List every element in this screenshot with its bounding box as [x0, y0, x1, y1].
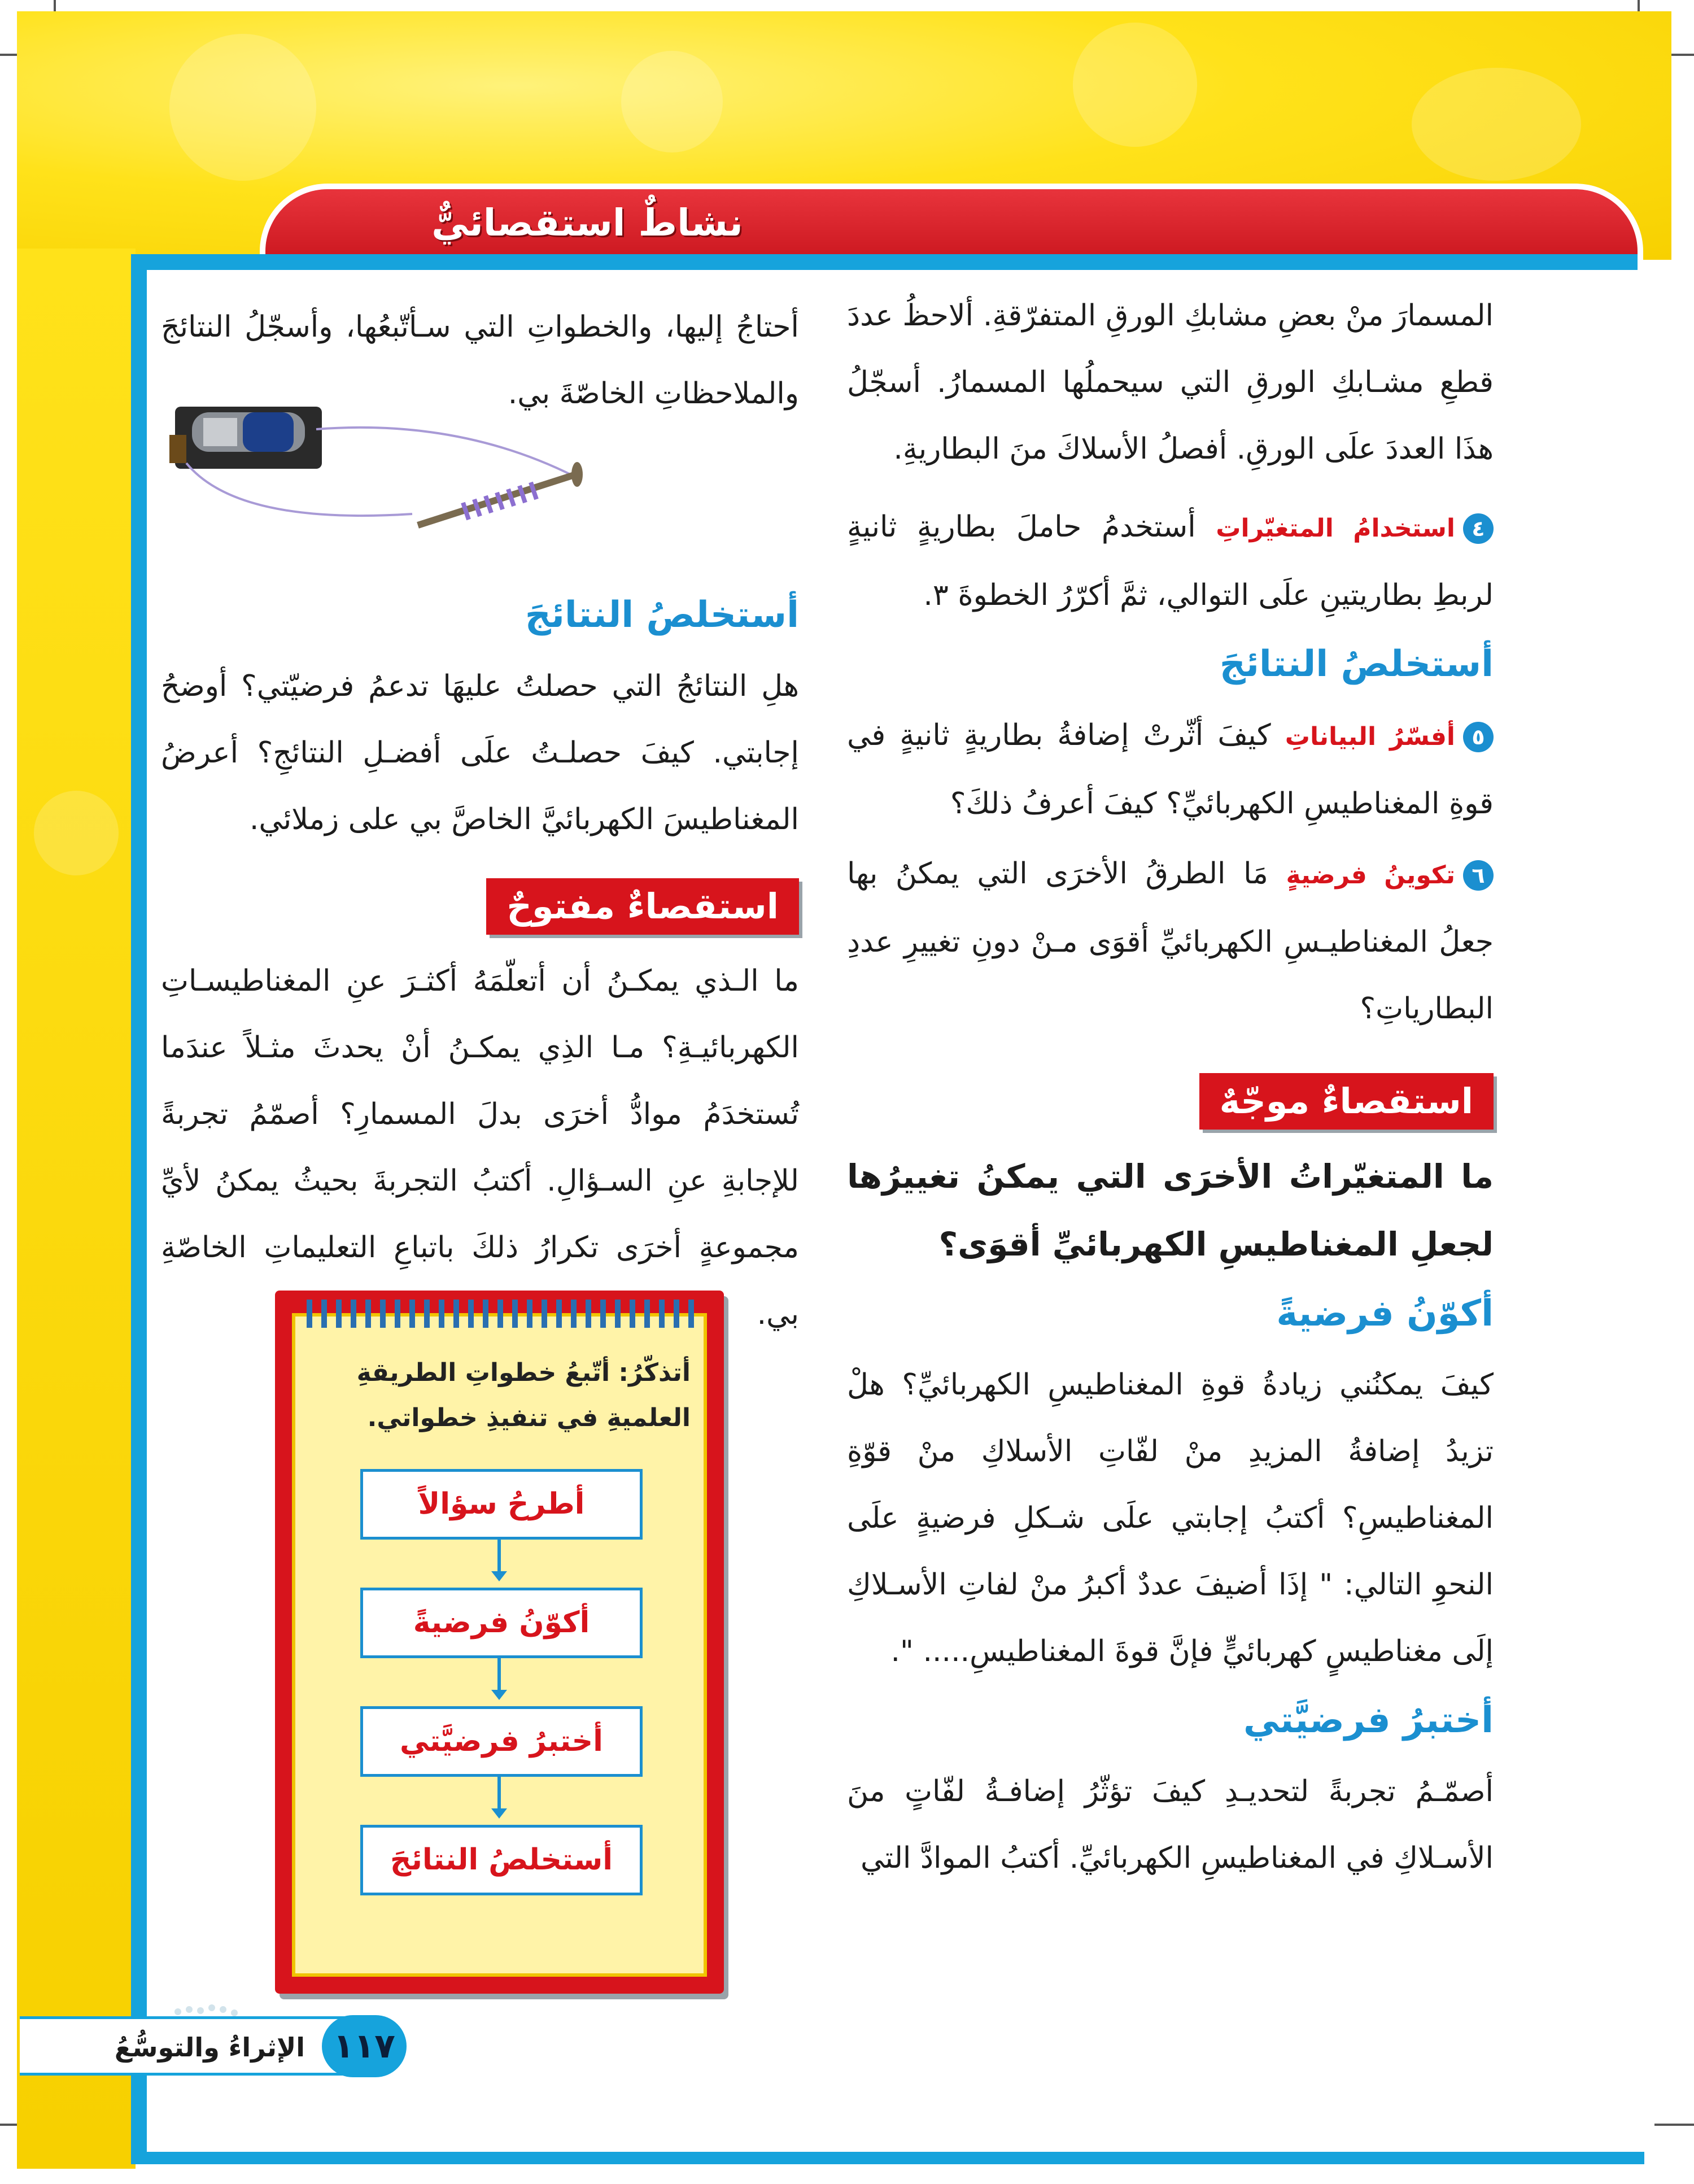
- step-term: استخدامُ المتغيّراتِ: [1216, 514, 1455, 543]
- step-4: [847, 494, 1494, 629]
- step-term: أفسّرُ البياناتِ: [1285, 722, 1455, 751]
- crop-mark: [1654, 2124, 1694, 2126]
- left-conclusions-text: هلِ النتائجُ التي حصلتُ عليهَا تدعمُ فرضيّتي؟ أوضحُ إجابتي. كيفَ حصلـتُ علَى أفضـلِ النتائجِ؟ أعرضُ المغناطيسَ الكهربائيَّ الخاصَّ بي على زملائي.: [161, 669, 799, 836]
- test-hypothesis-text: أصمّـمُ تجربةً لتحديـدِ كيفَ تؤثّرُ إضافـةُ لفّاتٍ منَ الأسـلاكِ في المغناطيسِ الكهربائيِّ. أكتبُ الموادَّ التي: [847, 1775, 1494, 1875]
- test-hypothesis-heading: أختبرُ فرضيَّتي: [1243, 1699, 1494, 1741]
- frame-bottom-bar: [131, 2152, 1644, 2164]
- decorative-bubble: [1412, 68, 1581, 181]
- open-inquiry-banner: استقصاءٌ مفتوحٌ: [486, 878, 799, 935]
- right-column: [847, 282, 1494, 1891]
- step-number-badge: ٦: [1463, 860, 1494, 891]
- step-number-badge: ٥: [1463, 722, 1494, 752]
- battery-holder-image: [169, 407, 322, 469]
- guided-banner-row: [847, 1070, 1494, 1137]
- decorative-bubble: [169, 34, 316, 181]
- flow-arrow: [497, 1540, 501, 1573]
- guided-inquiry-banner: استقصاءٌ موجّهٌ: [1199, 1073, 1494, 1130]
- page-title: نشاطٌ استقصائيٌّ: [431, 201, 743, 245]
- step-text: أستخدمُ حاملَ بطاريةٍ ثانيةٍ لربطِ بطاريتينِ علَى التوالي، ثمَّ أكرّرُ الخطوةَ ٣.: [847, 510, 1494, 612]
- step-number-badge: ٤: [1463, 513, 1494, 544]
- side-background: [17, 249, 136, 2169]
- left-conclusions-heading: أستخلصُ النتائجَ: [525, 594, 799, 636]
- frame-top-bar: [133, 254, 1638, 270]
- step-text: كيفَ أثّرتْ إضافةُ بطاريةٍ ثانيةٍ في قوةِ المغناطيسِ الكهربائيِّ؟ كيفَ أعرفُ ذلكَ؟: [847, 718, 1494, 821]
- conclusions-heading: أستخلصُ النتائجَ: [1219, 643, 1494, 685]
- hypothesis-heading: أكوّنُ فرضيةً: [1276, 1293, 1494, 1335]
- decorative-bubble: [34, 791, 119, 875]
- step-5: [847, 702, 1494, 837]
- nail-coil-image: [418, 462, 583, 525]
- left-intro-paragraph: أحتاجُ إليها، والخطواتِ التي سـأتّبعُها، وأسجّلُ النتائجَ والملاحظاتِ الخاصّةَ بي.: [161, 310, 799, 411]
- flow-arrow: [497, 1658, 501, 1692]
- method-step-test: أختبرُ فرضيَّتي: [360, 1706, 643, 1777]
- hypothesis-text: كيفَ يمكنُني زيادةُ قوةِ المغناطيسِ الكهربائيِّ؟ هلْ تزيدُ إضافةُ المزيدِ منْ لفّاتِ الأسلاكِ منْ قوّةِ المغناطيسِ؟ أكتبُ إجابتي علَى شـكلِ فرضيةٍ علَى النحوِ التالي: " إذَا أضيفَ عددٌ أكبرُ منْ لفاتِ الأسـلاكِ إلَى مغناطيسٍ كهربائيٍّ فإنَّ قوةَ المغناطيسِ..... ".: [847, 1368, 1494, 1668]
- frame-left-bar: [131, 254, 147, 2152]
- open-banner-row: [161, 875, 799, 942]
- method-step-ask: أطرحُ سؤالاً: [360, 1469, 643, 1540]
- intro-paragraph: المسمارَ منْ بعضِ مشابكِ الورقِ المتفرّقةِ. ألاحظُ عددَ قطعِ مشـابكِ الورقِ التي سيحملُها المسمارُ. أسجّلُ هذَا العددَ علَى الورقِ. أفصلُ الأسلاكَ منَ البطاريةِ.: [847, 299, 1494, 466]
- notebook-page: [292, 1313, 707, 1977]
- decorative-bubble: [621, 51, 723, 152]
- notebook-spiral: [307, 1300, 702, 1328]
- open-inquiry-text: ما الـذي يمكـنُ أن أتعلّمَهُ أكثـرَ عنِ المغناطيسـاتِ الكهربائيـةِ؟ مـا الذِي يمكـنُ أنْ يحدثَ مثـلاً عندَما تُستخدَمُ موادُّ أخرَى بدلَ المسمارِ؟ أصمّمُ تجربةً للإجابةِ عنِ السـؤالِ. أكتبُ التجربةَ بحيثُ يمكنُ لأيِّ مجموعةٍ أخرَى تكرارُ ذلكَ باتباعِ التعليماتِ الخاصّةِ بي.: [161, 964, 799, 1331]
- guided-question: ما المتغيّراتُ الأخرَى التي يمكنُ تغييرُها لجعلِ المغناطيسِ الكهربائيِّ أقوَى؟: [847, 1157, 1494, 1263]
- method-step-conclude: أستخلصُ النتائجَ: [360, 1825, 643, 1895]
- step-text: مَا الطرقُ الأخرَى التي يمكنُ بها جعلُ المغناطيـسِ الكهربائيِّ أقوَى مـنْ دونِ تغييرِ عددِ البطارياتِ؟: [847, 857, 1494, 1026]
- flow-arrow: [497, 1777, 501, 1811]
- decorative-bubble: [1073, 23, 1197, 147]
- footer-section-label: الإثراءُ والتوسُّعُ: [114, 2032, 305, 2063]
- step-term: تكوينُ فرضيةٍ: [1286, 861, 1456, 890]
- scientific-method-notebook: [275, 1291, 724, 1994]
- remember-note: أتذكّرُ: أتّبعُ خطواتِ الطريقةِ العلميةِ في تنفيذِ خطواتي.: [356, 1358, 691, 1432]
- method-step-hypothesis: أكوّنُ فرضيةً: [360, 1588, 643, 1658]
- step-6: [847, 840, 1494, 1042]
- electromagnet-photo: [169, 395, 599, 548]
- page-number: ١١٧: [322, 2015, 407, 2077]
